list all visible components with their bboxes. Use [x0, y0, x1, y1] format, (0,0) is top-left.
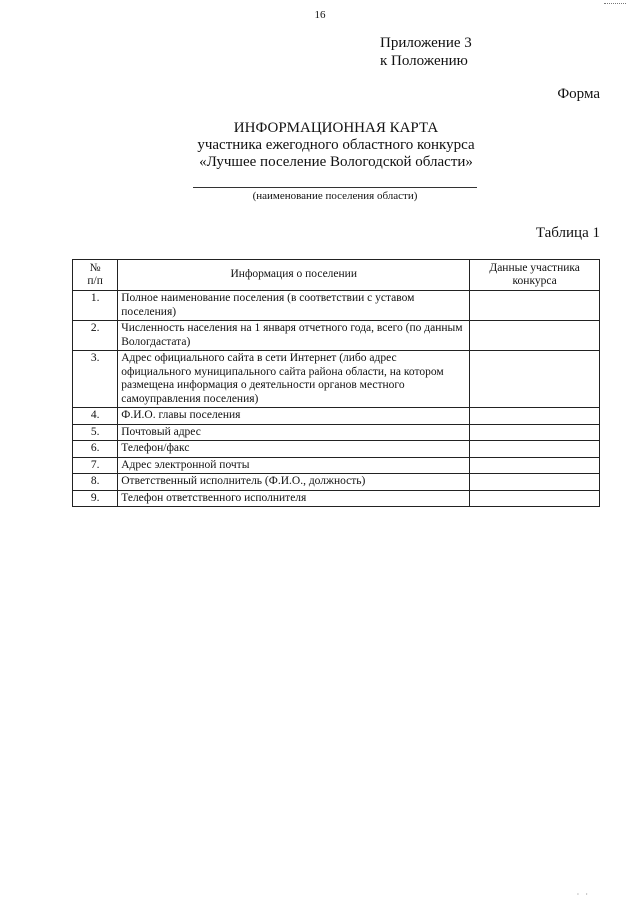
row-data-cell[interactable]: [470, 351, 600, 408]
table-row: [73, 291, 600, 321]
header-number: [73, 260, 118, 291]
row-number: 8.: [73, 474, 118, 491]
document-subtitle-2: «Лучшее поселение Вологодской области»: [199, 154, 473, 170]
row-info: Телефон ответственного исполнителя: [118, 490, 470, 507]
header-data-line-2: конкурса: [512, 275, 557, 287]
table-label: Таблица 1: [535, 225, 600, 241]
row-data-cell[interactable]: [470, 321, 600, 351]
settlement-name-blank-line: [193, 187, 477, 188]
row-number: 7.: [73, 457, 118, 474]
row-data-cell[interactable]: [470, 474, 600, 491]
row-number: 9.: [73, 490, 118, 507]
row-data-cell[interactable]: [470, 441, 600, 458]
table-row: [73, 321, 600, 351]
table-row: [73, 457, 600, 474]
row-data-cell[interactable]: [470, 490, 600, 507]
row-number: 1.: [73, 291, 118, 321]
row-info: Почтовый адрес: [118, 424, 470, 441]
header-data: [470, 260, 600, 291]
table-row: [73, 441, 600, 458]
row-info: Ответственный исполнитель (Ф.И.О., должность): [118, 474, 470, 491]
row-info: Ф.И.О. главы поселения: [118, 408, 470, 425]
row-info: Телефон/факс: [118, 441, 470, 458]
form-label: Форма: [557, 86, 600, 102]
row-info: Численность населения на 1 января отчетного года, всего (по данным Вологдастата): [118, 321, 470, 351]
header-number-line-2: п/п: [87, 275, 103, 287]
table-row: [73, 490, 600, 507]
row-number: 3.: [73, 351, 118, 408]
document-title: ИНФОРМАЦИОННАЯ КАРТА: [233, 120, 439, 136]
row-number: 6.: [73, 441, 118, 458]
header-number-line-1: №: [89, 261, 101, 274]
scan-corner-mark: · ·: [576, 890, 590, 899]
row-info: Адрес официального сайта в сети Интернет (либо адрес официального муниципального сайта района области, на котором размещена информация о деятельности органов местного самоуправления поселения): [118, 351, 470, 408]
appendix-reference: [380, 34, 472, 70]
table-row: [73, 408, 600, 425]
row-info: Полное наименование поселения (в соответствии с уставом поселения): [118, 291, 470, 321]
settlement-name-caption: (наименование поселения области): [252, 190, 418, 202]
appendix-line-1: Приложение 3: [380, 35, 472, 51]
row-number: 4.: [73, 408, 118, 425]
document-subtitle-1: участника ежегодного областного конкурса: [197, 137, 475, 153]
appendix-line-2: к Положению: [380, 53, 468, 69]
row-data-cell[interactable]: [470, 457, 600, 474]
row-info: Адрес электронной почты: [118, 457, 470, 474]
row-data-cell[interactable]: [470, 291, 600, 321]
page-number: 16: [314, 9, 326, 21]
table-row: [73, 474, 600, 491]
row-number: 5.: [73, 424, 118, 441]
row-number: 2.: [73, 321, 118, 351]
row-data-cell[interactable]: [470, 408, 600, 425]
table-header-row: [73, 260, 600, 291]
scan-corner-mark: [604, 0, 626, 4]
document-heading: [0, 120, 640, 171]
header-data-line-1: Данные участника: [489, 261, 580, 274]
info-table: [72, 259, 600, 507]
header-info: Информация о поселении: [118, 260, 470, 291]
table-row: [73, 424, 600, 441]
row-data-cell[interactable]: [470, 424, 600, 441]
table-row: [73, 351, 600, 408]
